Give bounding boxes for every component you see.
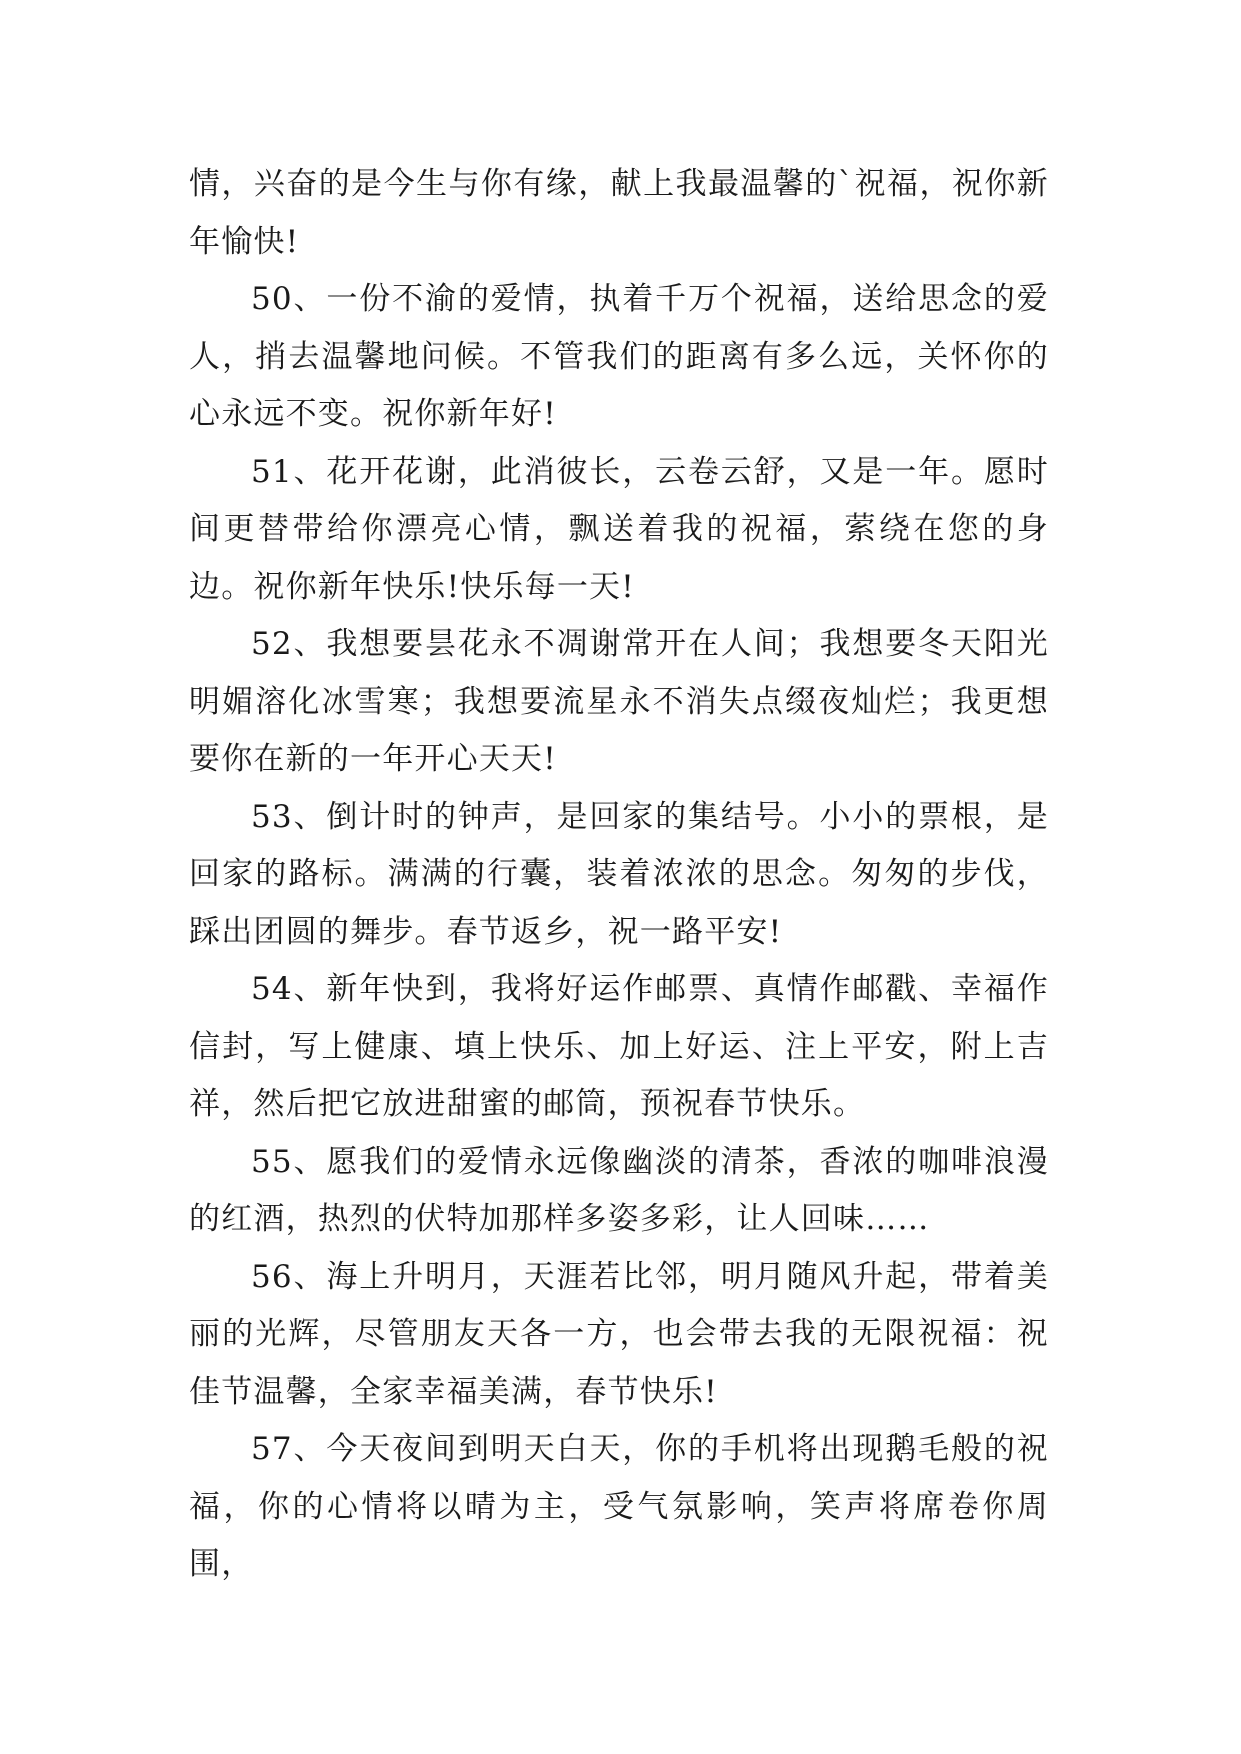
paragraph-51: 51、花开花谢，此消彼长，云卷云舒，又是一年。愿时间更替带给你漂亮心情，飘送着我的祝福，萦绕在您的身边。祝你新年快乐!快乐每一天! [189,453,1049,605]
paragraph-57: 57、今天夜间到明天白天，你的手机将出现鹅毛般的祝福，你的心情将以晴为主，受气氛影响，笑声将席卷你周围， [189,1431,1049,1582]
document-body [189,156,1049,1594]
paragraph-53: 53、倒计时的钟声，是回家的集结号。小小的票根，是回家的路标。满满的行囊，装着浓浓的思念。匆匆的步伐，踩出团圆的舞步。春节返乡，祝一路平安! [189,798,1049,950]
paragraph-56: 56、海上升明月，天涯若比邻，明月随风升起，带着美丽的光辉，尽管朋友天各一方，也会带去我的无限祝福：祝佳节温馨，全家幸福美满，春节快乐! [189,1258,1049,1410]
paragraph-54: 54、新年快到，我将好运作邮票、真情作邮戳、幸福作信封，写上健康、填上快乐、加上好运、注上平安，附上吉祥，然后把它放进甜蜜的邮筒，预祝春节快乐。 [189,971,1049,1122]
paragraph-50: 50、一份不渝的爱情，执着千万个祝福，送给思念的爱人，捎去温馨地问候。不管我们的距离有多么远，关怀你的心永远不变。祝你新年好! [189,281,1049,432]
paragraph-52: 52、我想要昙花永不凋谢常开在人间；我想要冬天阳光明媚溶化冰雪寒；我想要流星永不消失点缀夜灿烂；我更想要你在新的一年开心天天! [189,626,1049,777]
paragraph-55: 55、愿我们的爱情永远像幽淡的清茶，香浓的咖啡浪漫的红酒，热烈的伏特加那样多姿多彩，让人回味…… [189,1143,1049,1237]
paragraph-continuation: 情，兴奋的是今生与你有缘，献上我最温馨的`祝福，祝你新年愉快! [189,166,1049,260]
